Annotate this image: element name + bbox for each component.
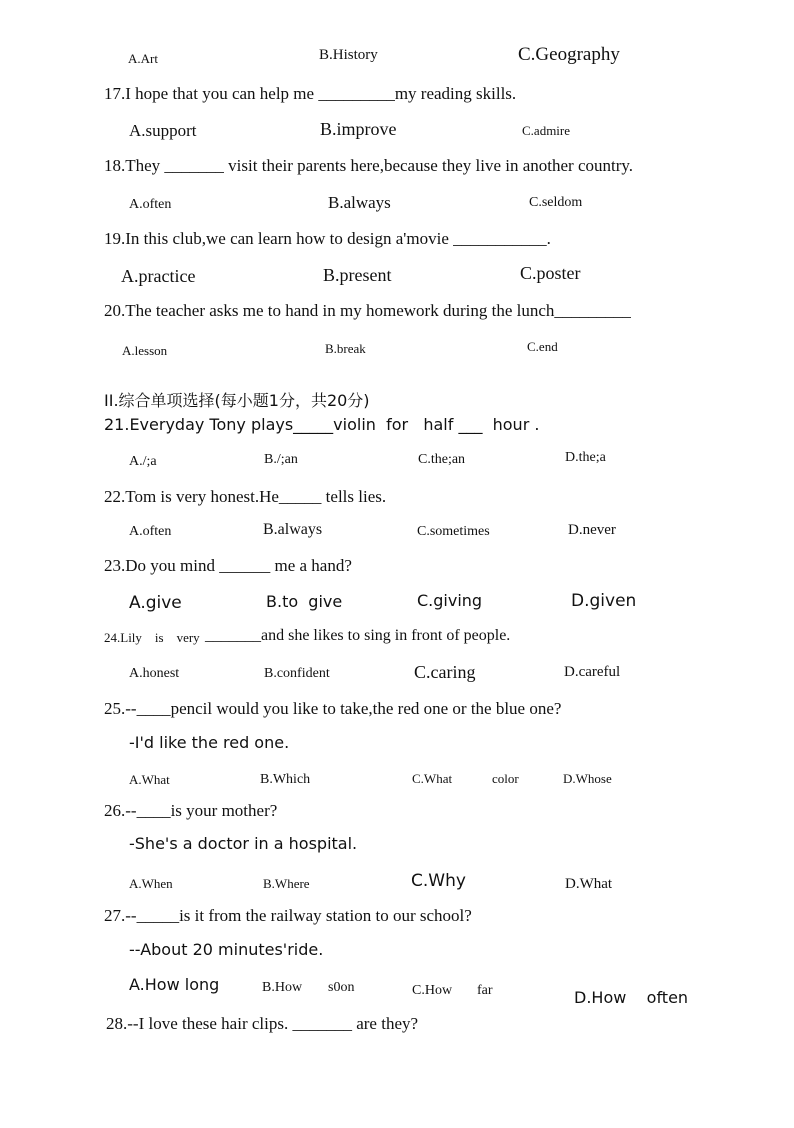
q24-option-b: B.confident [264,666,330,681]
q27-option-a: A.How long [129,975,220,994]
q26-option-c: C.Why [411,871,466,891]
q22-stem: 22.Tom is very honest.He_____ tells lies. [104,487,387,506]
q24-stem: _______and she likes to sing in front of people. [205,627,511,644]
q27-option-b: B.How [262,980,303,995]
q27-reply: --About 20 minutes'ride. [129,940,324,959]
q20-option-a: A.lesson [122,343,168,358]
q24-option-d: D.careful [564,664,621,680]
q25-option-c-continued: color [492,771,519,786]
q27-option-c: C.How [412,983,453,998]
q27-stem: 27.--_____is it from the railway station to our school? [104,906,472,925]
q20-option-b: B.break [325,341,366,356]
q21-option-d: D.the;a [565,450,606,465]
q24-option-c: C.caring [414,662,476,682]
q22-option-a: A.often [129,524,172,539]
q20-option-c: C.end [527,339,558,354]
q21-option-b: B./;an [264,452,298,467]
section-heading: II.综合单项选择(每小题1分，共20分) [104,391,370,410]
q16-option-a: A.Art [128,51,158,66]
q19-option-a: A.practice [121,266,196,286]
q17-option-a: A.support [129,121,197,140]
q28-stem: 28.--I love these hair clips. _______ are they? [106,1014,419,1033]
q16-option-c: C.Geography [518,44,620,65]
q21-option-a: A./;a [129,454,157,469]
q27-option-c-continued: far [477,983,493,998]
q23-stem: 23.Do you mind ______ me a hand? [104,556,352,575]
q25-reply: -I'd like the red one. [129,733,290,752]
q26-reply: -She's a doctor in a hospital. [129,834,358,853]
q26-option-a: A.When [129,876,173,891]
q22-option-b: B.always [263,521,323,538]
q20-stem: 20.The teacher asks me to hand in my homework during the lunch_________ [104,301,631,320]
q17-stem: 17.I hope that you can help me _________my reading skills. [104,84,517,103]
q26-option-b: B.Where [263,876,310,891]
q25-stem: 25.--____pencil would you like to take,the red one or the blue one? [104,699,562,718]
q27-option-d: D.How often [574,988,689,1007]
q19-stem: 19.In this club,we can learn how to design a'movie ___________. [104,229,551,248]
q26-option-d: D.What [565,876,613,892]
q17-option-c: C.admire [522,123,571,138]
q23-option-b: B.to give [266,592,343,611]
q23-option-c: C.giving [417,591,483,610]
q18-option-b: B.always [328,193,391,212]
q25-option-c: C.What [412,771,453,786]
q18-option-a: A.often [129,197,172,212]
q23-option-a: A.give [129,593,182,613]
q26-stem: 26.--____is your mother? [104,801,278,820]
q21-option-c: C.the;an [418,452,466,467]
q25-option-d: D.Whose [563,771,612,786]
q24-option-a: A.honest [129,666,180,681]
q16-option-b: B.History [319,47,378,63]
q19-option-c: C.poster [520,263,581,283]
q19-option-b: B.present [323,265,392,285]
q22-option-d: D.never [568,522,616,538]
q18-option-c: C.seldom [529,195,583,210]
q23-option-d: D.given [571,591,637,611]
q25-option-b: B.Which [260,772,311,787]
q25-option-a: A.What [129,772,170,787]
q24-stem-prefix: 24.Lily is very [104,630,200,645]
q27-option-b-continued: s0on [328,980,355,995]
q21-stem: 21.Everyday Tony plays_____violin for half ___ hour . [104,415,540,434]
q22-option-c: C.sometimes [417,524,490,539]
q17-option-b: B.improve [320,119,397,139]
q18-stem: 18.They _______ visit their parents here,because they live in another country. [104,156,634,175]
